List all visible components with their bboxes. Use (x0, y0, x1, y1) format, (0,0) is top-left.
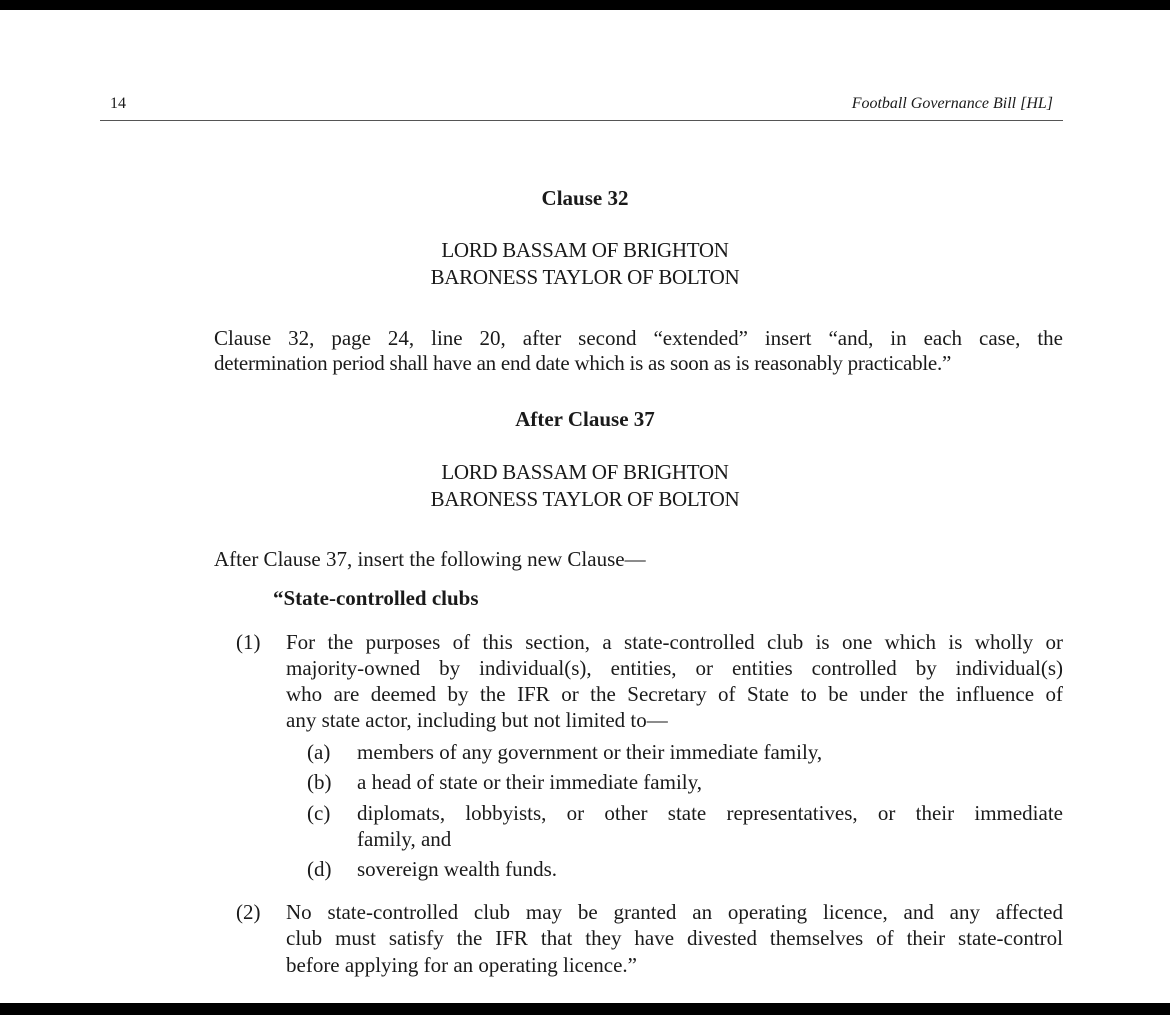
bill-title: Football Governance Bill [HL] (851, 95, 1053, 112)
item-b-text: a head of state or their immediate family, (357, 770, 703, 794)
bottom-border (0, 1003, 1170, 1015)
amendment-1-names (0, 237, 1170, 291)
item-d-text: sovereign wealth funds. (357, 857, 558, 881)
item-a-text: members of any government or their immediate family, (357, 740, 823, 764)
member-name: BARONESS TAYLOR OF BOLTON (430, 265, 740, 289)
item-number: (b) (307, 770, 332, 794)
clause-32-heading: Clause 32 (541, 186, 629, 210)
subsection-1-line: For the purposes of this section, a state-controlled club is one which is wholly or (286, 630, 1063, 654)
new-clause-title: “State-controlled clubs (273, 586, 479, 610)
subsection-1-line: majority-owned by individual(s), entities, or entities controlled by individual(s) (286, 656, 1063, 680)
amendment-1-text-line: determination period shall have an end date which is as soon as is reasonably practicable.” (214, 351, 952, 375)
amendment-1-text-line: Clause 32, page 24, line 20, after second “extended” insert “and, in each case, the (214, 326, 1063, 350)
item-number: (a) (307, 740, 331, 764)
subsection-2-line: before applying for an operating licence.” (286, 953, 638, 977)
subsection-2-line: No state-controlled club may be granted an operating licence, and any affected (286, 900, 1063, 924)
running-header (100, 94, 1063, 121)
top-border (0, 0, 1170, 10)
after-clause-37-heading: After Clause 37 (515, 407, 655, 431)
item-c-text: diplomats, lobbyists, or other state representatives, or their immediate (357, 801, 1063, 825)
member-name: LORD BASSAM OF BRIGHTON (441, 238, 729, 262)
item-c-text: family, and (357, 827, 452, 851)
subsection-number: (1) (236, 630, 261, 654)
page-number: 14 (110, 95, 126, 112)
member-name: BARONESS TAYLOR OF BOLTON (430, 487, 740, 511)
amendment-2-intro: After Clause 37, insert the following new Clause— (214, 547, 646, 571)
subsection-number: (2) (236, 900, 261, 924)
subsection-1-line: any state actor, including but not limited to— (286, 708, 668, 732)
item-number: (d) (307, 857, 332, 881)
amendment-2-names (0, 459, 1170, 513)
item-number: (c) (307, 801, 331, 825)
subsection-2-line: club must satisfy the IFR that they have divested themselves of their state-control (286, 926, 1063, 950)
member-name: LORD BASSAM OF BRIGHTON (441, 460, 729, 484)
subsection-1-line: who are deemed by the IFR or the Secretary of State to be under the influence of (286, 682, 1063, 706)
